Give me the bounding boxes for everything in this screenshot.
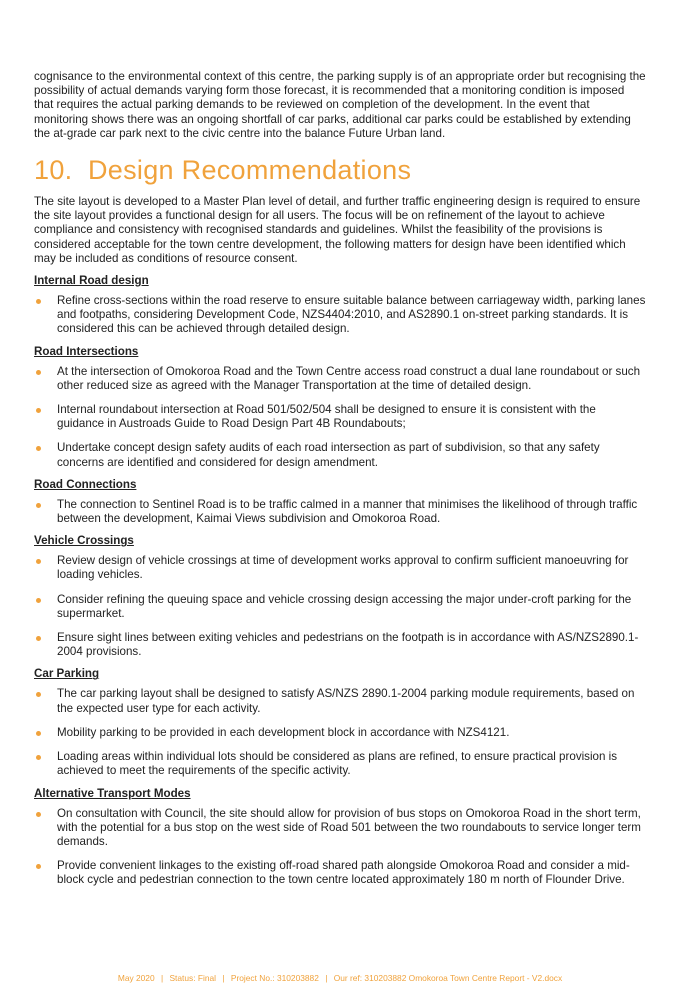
bullet-dot-icon bbox=[36, 559, 41, 564]
footer-ref: Our ref: 310203882 Omokoroa Town Centre Report - V2.docx bbox=[333, 973, 563, 983]
bullet-item bbox=[34, 498, 646, 526]
bullet-item bbox=[34, 593, 646, 621]
bullet-dot-icon bbox=[36, 864, 41, 869]
subsection-heading: Road Connections bbox=[34, 477, 137, 491]
bullet-list bbox=[34, 498, 646, 526]
bullet-item bbox=[34, 441, 646, 469]
intro-paragraph: cognisance to the environmental context of this centre, the parking supply is of an appropriate order but recognising the possibility of actual demands varying form those forecast, it is recommended that a monitoring condition is imposed that requires the actual parking demands to be reviewed on completion of the development. In the event that monitoring shows there was an ongoing shortfall of car parks, additional car parks could be established by extending the at-grade car park next to the civic centre into the balance Future Urban land. bbox=[34, 70, 646, 140]
bullet-text: Internal roundabout intersection at Road 501/502/504 shall be designed to ensure it is consistent with the guidance in Austroads Guide to Road Design Part 4B Roundabouts; bbox=[57, 403, 596, 431]
page-footer bbox=[0, 973, 680, 983]
bullet-text: Mobility parking to be provided in each development block in accordance with NZS4121. bbox=[57, 725, 510, 739]
bullet-text: Ensure sight lines between exiting vehicles and pedestrians on the footpath is in accordance with AS/NZS2890.1-2004 provisions. bbox=[57, 631, 639, 659]
section-title: Design Recommendations bbox=[88, 155, 412, 186]
bullet-item bbox=[34, 554, 646, 582]
bullet-dot-icon bbox=[36, 370, 41, 375]
section-number: 10. bbox=[34, 155, 73, 186]
subsections bbox=[34, 274, 646, 887]
footer-date: May 2020 bbox=[117, 973, 155, 983]
footer-status: Status: Final bbox=[169, 973, 217, 983]
bullet-text: The car parking layout shall be designed to satisfy AS/NZS 2890.1-2004 parking module requirements, based on the expected user type for each activity. bbox=[57, 687, 635, 715]
bullet-item bbox=[34, 294, 646, 337]
bullet-text: Consider refining the queuing space and vehicle crossing design accessing the major under-croft parking for the supermarket. bbox=[57, 592, 632, 620]
bullet-item bbox=[34, 859, 646, 887]
bullet-dot-icon bbox=[36, 636, 41, 641]
bullet-text: Refine cross-sections within the road reserve to ensure suitable balance between carriageway width, parking lanes and footpaths, considering Development Code, NZS4404:2010, and AS2890.1 on-street parking standards. It is considered this can be achieved through detailed design. bbox=[57, 294, 646, 336]
bullet-text: Undertake concept design safety audits of each road intersection as part of subdivision, so that any safety concerns are identified and considered for design amendment. bbox=[57, 441, 600, 469]
bullet-item bbox=[34, 365, 646, 393]
subsection-heading: Alternative Transport Modes bbox=[34, 786, 191, 800]
bullet-list bbox=[34, 807, 646, 888]
footer-separator: | bbox=[325, 973, 328, 983]
bullet-dot-icon bbox=[36, 598, 41, 603]
bullet-list bbox=[34, 554, 646, 659]
footer-separator: | bbox=[222, 973, 225, 983]
bullet-item bbox=[34, 807, 646, 850]
bullet-text: Loading areas within individual lots should be considered as plans are refined, to ensure practical provision is achieved to meet the requirements of the specific activity. bbox=[57, 750, 618, 778]
bullet-item bbox=[34, 631, 646, 659]
bullet-dot-icon bbox=[36, 408, 41, 413]
bullet-text: On consultation with Council, the site should allow for provision of bus stops on Omokoroa Road in the short term, with the potential for a bus stop on the west side of Road 501 between the two roundabouts to service longer term demands. bbox=[57, 806, 641, 848]
bullet-dot-icon bbox=[36, 755, 41, 760]
document-page bbox=[34, 70, 646, 896]
bullet-list bbox=[34, 687, 646, 778]
bullet-dot-icon bbox=[36, 731, 41, 736]
section-lead-paragraph: The site layout is developed to a Master Plan level of detail, and further traffic engineering design is required to ensure the site layout provides a functional design for all users. The focus will be on refinement of the layout to achieve compliance and consistency with recognised standards and guidelines. Whilst the feasibility of the provisions is considered acceptable for the town centre development, the following matters for design have been identified which may be included as conditions of resource consent. bbox=[34, 195, 641, 265]
bullet-item bbox=[34, 750, 646, 778]
subsection-heading: Road Intersections bbox=[34, 344, 139, 358]
bullet-list bbox=[34, 365, 646, 470]
subsection-heading: Vehicle Crossings bbox=[34, 534, 134, 548]
bullet-text: At the intersection of Omokoroa Road and the Town Centre access road construct a dual lane roundabout or such other reduced size as agreed with the Manager Transportation at the time of detailed design. bbox=[57, 364, 641, 392]
bullet-dot-icon bbox=[36, 503, 41, 508]
bullet-text: The connection to Sentinel Road is to be traffic calmed in a manner that minimises the likelihood of through traffic between the development, Kaimai Views subdivision and Omokoroa Road. bbox=[57, 497, 638, 526]
bullet-item bbox=[34, 726, 646, 740]
bullet-text: Review design of vehicle crossings at time of development works approval to confirm sufficient manoeuvring for loading vehicles. bbox=[57, 554, 629, 582]
bullet-text: Provide convenient linkages to the existing off-road shared path alongside Omokoroa Road and consider a mid-block cycle and pedestrian connection to the town centre located approximately 180 m north of Flounder Drive. bbox=[57, 859, 630, 887]
bullet-dot-icon bbox=[36, 446, 41, 451]
bullet-item bbox=[34, 687, 646, 715]
footer-separator: | bbox=[160, 973, 164, 983]
subsection-heading: Internal Road design bbox=[34, 274, 149, 288]
bullet-dot-icon bbox=[36, 692, 41, 697]
subsection-heading: Car Parking bbox=[34, 667, 100, 681]
bullet-dot-icon bbox=[36, 812, 41, 817]
bullet-list bbox=[34, 294, 646, 337]
section-heading bbox=[34, 155, 646, 185]
footer-project: Project No.: 310203882 bbox=[230, 973, 319, 983]
bullet-dot-icon bbox=[36, 299, 41, 304]
bullet-item bbox=[34, 403, 646, 431]
